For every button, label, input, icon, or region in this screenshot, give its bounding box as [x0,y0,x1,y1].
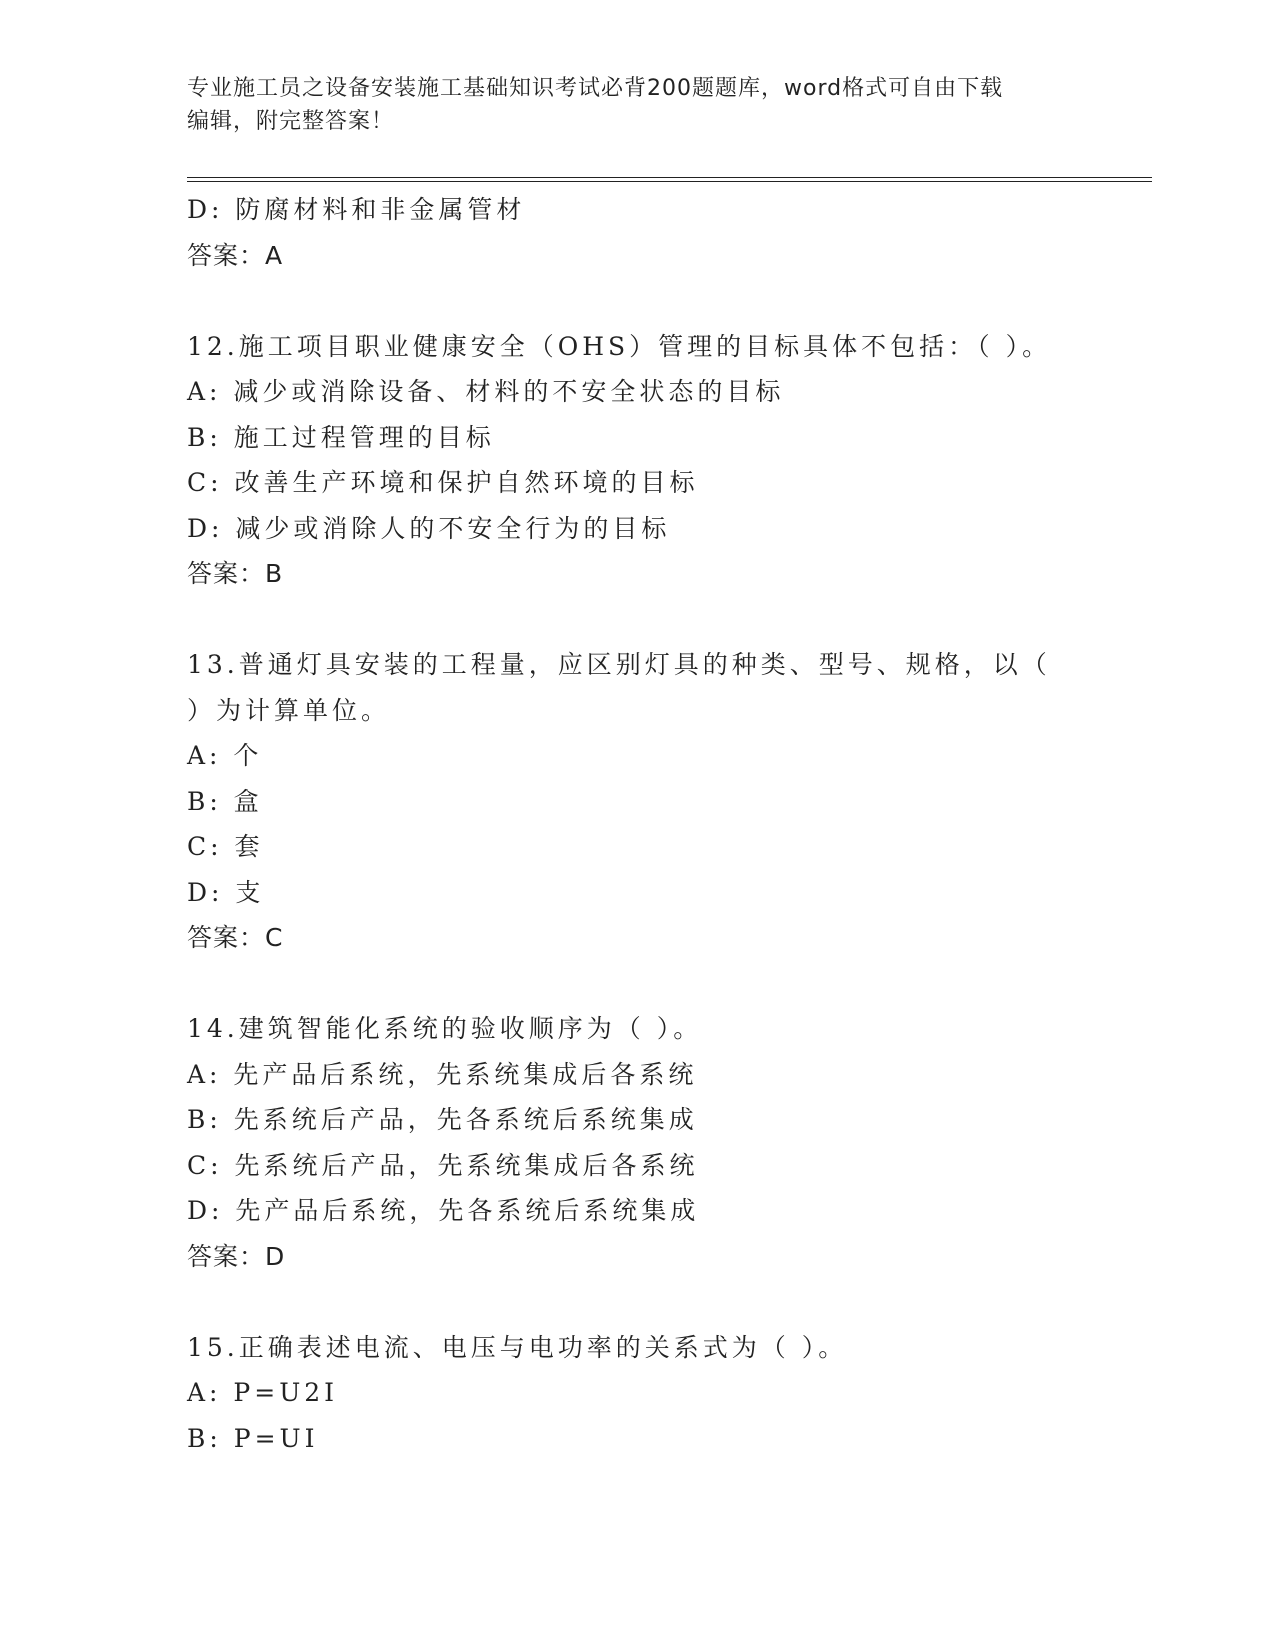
question-list [187,187,1147,1461]
question-block [187,324,1147,597]
header-divider-secondary [187,181,1152,182]
option-text: C: 套 [187,832,264,861]
question-text: 12.施工项目职业健康安全（OHS）管理的目标具体不包括：（ ）。 [187,331,1052,361]
block-spacer [187,278,1147,324]
option-text: D: 先产品后系统，先各系统后系统集成 [187,1196,700,1225]
question-block [187,187,1147,278]
option-text: C: 改善生产环境和保护自然环境的目标 [187,468,699,497]
option-text: B: 先系统后产品，先各系统后系统集成 [187,1105,698,1134]
header-line-1: 专业施工员之设备安装施工基础知识考试必背200题题库，word格式可自由下载 [187,76,1004,101]
question-text: 15.正确表述电流、电压与电功率的关系式为（ ）。 [187,1332,848,1362]
question-block [187,1006,1147,1279]
header-divider [187,177,1152,178]
answer-text: 答案：B [187,559,284,588]
option-text: D: 防腐材料和非金属管材 [187,195,526,224]
question-text: ）为计算单位。 [187,695,391,725]
option-text: B: P=UI [187,1423,319,1453]
question-block [187,642,1147,961]
block-spacer [187,1279,1147,1325]
option-text: A: 先产品后系统，先系统集成后各系统 [187,1059,698,1089]
option-text: A: 减少或消除设备、材料的不安全状态的目标 [187,377,785,406]
question-block [187,1325,1147,1462]
option-text: B: 盒 [187,786,263,816]
question-text: 14.建筑智能化系统的验收顺序为（ ）。 [187,1014,703,1043]
document-header [187,72,1087,138]
option-text: A: 个 [187,741,263,770]
block-spacer [187,961,1147,1007]
answer-text: 答案：C [187,923,284,952]
option-text: A: P=U2I [187,1378,339,1407]
option-text: D: 支 [187,877,265,907]
option-text: B: 施工过程管理的目标 [187,422,495,452]
answer-text: 答案：A [187,240,284,270]
option-text: C: 先系统后产品，先系统集成后各系统 [187,1150,699,1180]
answer-text: 答案：D [187,1241,286,1271]
header-line-2: 编辑，附完整答案！ [187,109,395,134]
question-text: 13.普通灯具安装的工程量，应区别灯具的种类、型号、规格，以（ [187,650,1051,679]
block-spacer [187,597,1147,643]
option-text: D: 减少或消除人的不安全行为的目标 [187,513,671,543]
